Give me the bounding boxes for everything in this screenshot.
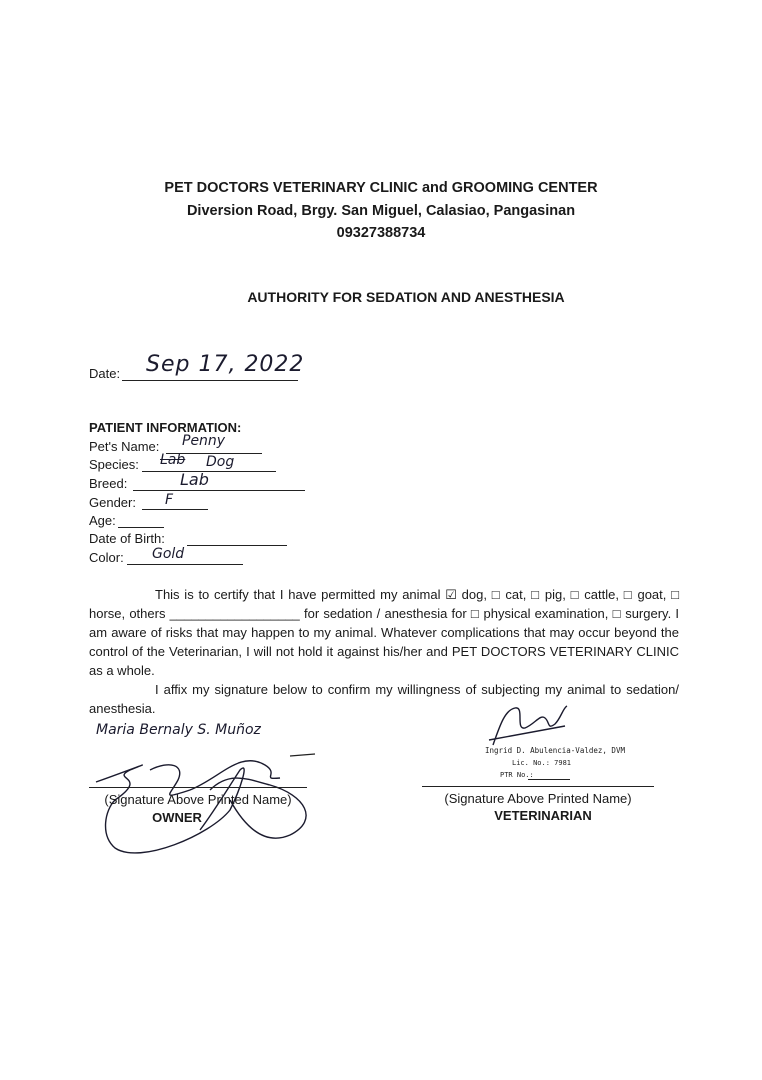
color-value: Gold — [152, 546, 185, 562]
gender-value: F — [165, 492, 174, 508]
date-label: Date: — [89, 366, 121, 381]
clinic-address: Diversion Road, Brgy. San Miguel, Calasiao, Pangasinan — [186, 203, 576, 219]
species-line — [142, 471, 276, 472]
owner-signature-caption: (Signature Above Printed Name) — [104, 792, 292, 807]
vet-signature-line — [422, 786, 654, 787]
gender-line — [142, 509, 208, 510]
clinic-phone: 09327388734 — [336, 225, 426, 241]
vet-signature-scribble — [485, 700, 575, 750]
vet-stamp-name: Ingrid D. Abulencia-Valdez, DVM — [485, 746, 625, 755]
gender-label: Gender: — [89, 495, 136, 510]
date-value: Sep 17, 2022 — [146, 352, 305, 377]
owner-role-label: OWNER — [152, 810, 202, 825]
species-value: Dog — [206, 454, 235, 470]
species-label: Species: — [89, 457, 139, 472]
age-label: Age: — [89, 513, 116, 528]
form-title: AUTHORITY FOR SEDATION AND ANESTHESIA — [247, 289, 565, 305]
dob-label: Date of Birth: — [89, 531, 165, 546]
vet-ptr-line — [528, 779, 570, 780]
vet-signature-caption: (Signature Above Printed Name) — [444, 791, 632, 806]
color-line — [127, 564, 243, 565]
signature-affirmation-paragraph: I affix my signature below to confirm my willingness of subjecting my animal to sedation/ anesthesia. — [89, 682, 679, 716]
dob-line — [187, 545, 287, 546]
color-label: Color: — [89, 550, 124, 565]
breed-value: Lab — [180, 470, 209, 489]
patient-info-heading: PATIENT INFORMATION: — [89, 420, 242, 435]
breed-label: Breed: — [89, 476, 128, 491]
vet-role-label: VETERINARIAN — [494, 808, 592, 823]
pet-name-label: Pet's Name: — [89, 439, 160, 454]
age-line — [118, 527, 164, 528]
owner-signature-line — [89, 787, 307, 788]
certification-paragraph: This is to certify that I have permitted my animal ☑ dog, □ cat, □ pig, □ cattle, □ goat, □ horse, others __________________ for sedation / anesthesia for □ physical examination, □ surgery. I am aware of risks that may happen to my animal. Whatever complications that may occur beyond the control of the Veterinarian, I will not hold it against his/her and PET DOCTORS VETERINARY CLINIC as a whole. — [89, 587, 679, 678]
pet-name-value: Penny — [182, 433, 226, 449]
vet-stamp-ptr: PTR No.: — [500, 771, 534, 779]
owner-printed-name: Maria Bernaly S. Muñoz — [96, 722, 261, 738]
vet-stamp-license: Lic. No.: 7981 — [512, 759, 572, 767]
species-struck-value: Lab — [160, 452, 186, 468]
date-underline — [122, 380, 298, 381]
breed-line — [133, 490, 305, 491]
clinic-name: PET DOCTORS VETERINARY CLINIC and GROOMING CENTER — [164, 180, 598, 196]
